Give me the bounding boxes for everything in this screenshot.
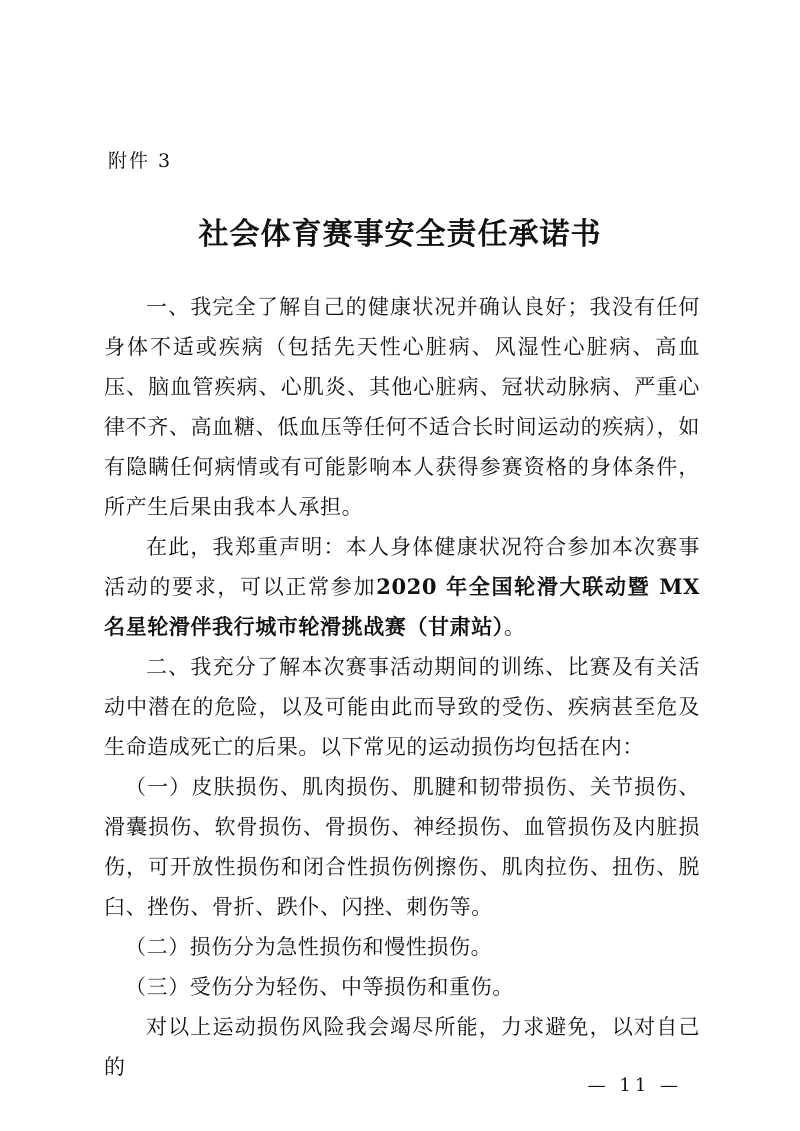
statement-text: 在此，我郑重声明：本人身体健康状况符合参加本次赛事活动的要求，可以正常参加 <box>104 535 700 599</box>
paragraph-statement <box>104 527 700 647</box>
paragraph-severity: （三）受伤分为轻伤、中等损伤和重伤。 <box>125 975 514 999</box>
paragraph-health-declaration: 一、我完全了解自己的健康状况并确认良好；我没有任何身体不适或疾病（包括先天性心脏病、风湿性心脏病、高血压、脑血管疾病、心肌炎、其他心脏病、冠状动脉病、严重心律不齐、高血糖、低血压等任何不适合长时间运动的疾病），如有隐瞒任何病情或有可能影响本人获得参赛资格的身体条件，所产生后果由我本人承担。 <box>104 295 700 519</box>
paragraph-acute-chronic: （二）损伤分为急性损伤和慢性损伤。 <box>125 935 493 959</box>
paragraph-commitment: 对以上运动损伤风险我会竭尽所能，力求避免，以对自己的 <box>104 1015 700 1079</box>
document-body <box>104 287 700 1087</box>
page-number: — 11 — <box>587 1075 682 1096</box>
paragraph-risk-awareness: 二、我充分了解本次赛事活动期间的训练、比赛及有关活动中潜在的危险，以及可能由此而导致的受伤、疾病甚至危及生命造成死亡的后果。以下常见的运动损伤均包括在内： <box>104 655 700 759</box>
paragraph-injury-types: （一）皮肤损伤、肌肉损伤、肌腱和韧带损伤、关节损伤、 滑囊损伤、软骨损伤、骨损伤、神经损伤、血管损伤及内脏损 伤，可开放性损伤和闭合性损伤例擦伤、肌肉拉伤、扭伤、脱 臼、挫伤、骨折、跌仆、闪挫、刺伤等。 <box>104 775 700 919</box>
event-name: 2020 年全国轮滑大联动暨 MX 名星轮滑伴我行城市轮滑挑战赛（甘肃站） <box>104 574 700 639</box>
document-title: 社会体育赛事安全责任承诺书 <box>198 217 602 252</box>
statement-end: 。 <box>503 615 526 639</box>
attachment-label: 附件 3 <box>108 150 173 172</box>
